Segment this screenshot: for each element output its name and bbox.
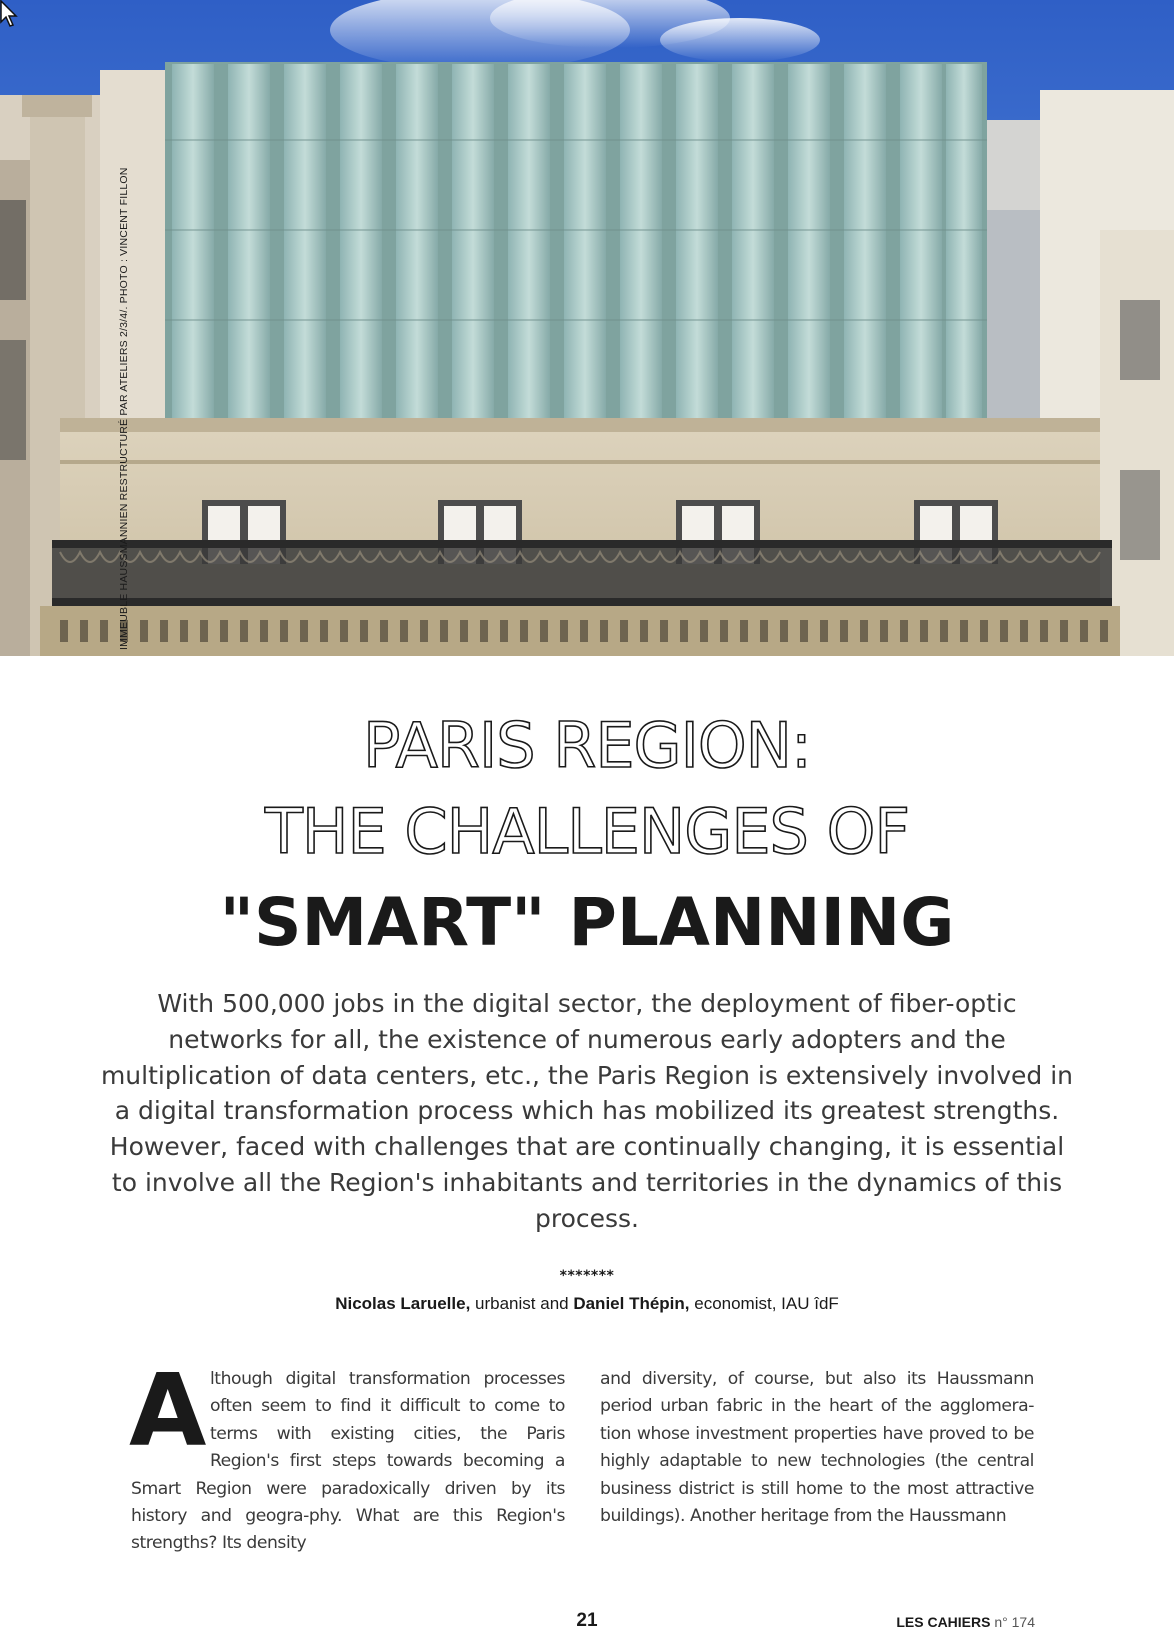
author-1: Nicolas Laruelle, (335, 1294, 471, 1313)
page-number: 21 (576, 1610, 598, 1631)
author-2-role: economist, IAU îdF (689, 1294, 839, 1313)
body-column-1 (129, 1352, 565, 1558)
body-column-2: and diversity, of course, but also its Haussmann period urban fabric in the heart of the agglomera-tion whose investment properties have proved to be highly adaptable to new technologies (the central business district is still home to the most attractive buildings). Another heritage from the Haussmann (600, 1369, 1034, 1527)
title-line-3: "SMART" PLANNING (219, 884, 955, 961)
mouse-pointer-icon (0, 0, 20, 28)
article-title (0, 703, 1174, 969)
magazine-name: LES CAHIERS (896, 1614, 991, 1630)
byline (0, 1294, 1174, 1314)
magazine-footer (896, 1614, 1035, 1630)
author-2: Daniel Thépin, (573, 1294, 690, 1313)
photo-credit: IMMEUBLE HAUSSMANNIEN RESTRUCTURÉ PAR ATELIERS 2/3/4/. PHOTO : VINCENT FILLON (118, 167, 130, 650)
drop-cap: A (129, 1352, 206, 1469)
building-illustration (0, 0, 1174, 656)
author-1-role: urbanist and (470, 1294, 574, 1313)
body-column-1-text: lthough digital transformation processes often seem to find it difficult to come to terms with existing cities, the Paris Region's first steps towards becoming a Smart Region were paradoxically driven by its history and geogra-phy. What are this Region's strengths? Its density (131, 1369, 565, 1554)
separator: ******* (559, 1268, 615, 1284)
title-line-1: PARIS REGION: (363, 709, 811, 782)
issue-number: n° 174 (990, 1614, 1035, 1630)
cover-photo (0, 0, 1174, 656)
lead-paragraph: With 500,000 jobs in the digital sector, the deployment of fiber-optic networks for all, the existence of numerous early adopters and the multiplication of data centers, etc., the Paris Region is extensively involved in a digital transformation process which has mobilized its greatest strengths. However, faced with challenges that are continually changing, it is essential to involve all the Region's inhabitants and territories in the dynamics of this process. (100, 989, 1074, 1233)
title-line-2: THE CHALLENGES OF (264, 795, 910, 868)
